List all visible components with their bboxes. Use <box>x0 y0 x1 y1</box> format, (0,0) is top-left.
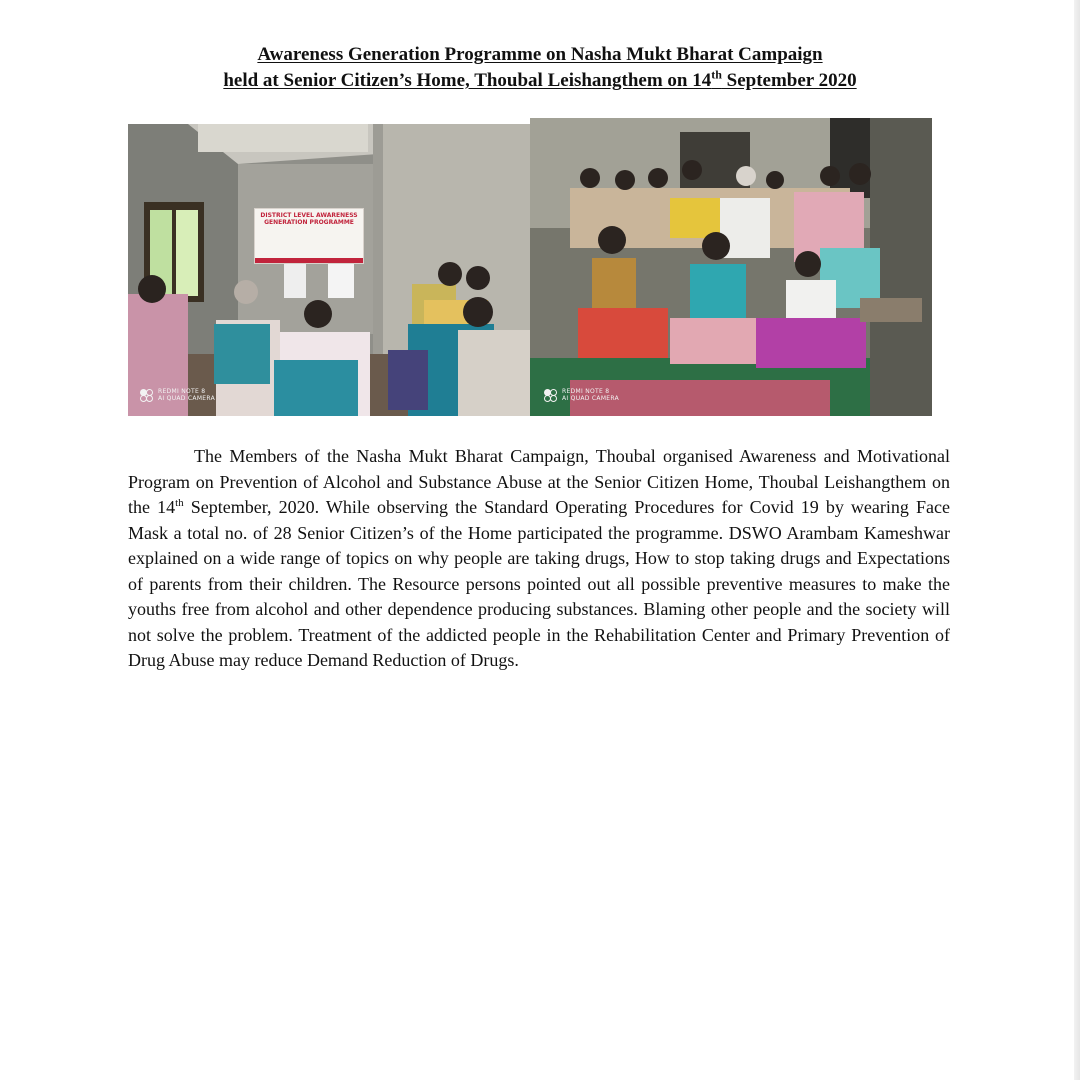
watermark-line-1: REDMI NOTE 8 <box>562 388 610 395</box>
watermark-line-2: AI QUAD CAMERA <box>158 395 216 402</box>
camera-watermark-left <box>140 388 215 402</box>
title-line-1: Awareness Generation Programme on Nasha Mukt Bharat Campaign <box>257 44 823 65</box>
document-title <box>0 42 1080 94</box>
body-text-part-1: The Members of the Nasha Mukt Bharat Campaign, Thoubal organised Awareness and Motivational Program on Prevention of Alcohol and Substance Abuse at the Senior Citizen Home, Thoubal Leishangthem on the 14 <box>128 446 950 517</box>
camera-logo-icon <box>544 389 558 401</box>
camera-watermark-right <box>544 388 619 402</box>
banner-line-2: GENERATION PROGRAMME <box>264 219 354 226</box>
banner-line-1: DISTRICT LEVEL AWARENESS <box>260 212 358 219</box>
banner-strip <box>255 258 363 263</box>
event-photo-left <box>128 124 530 416</box>
body-text-part-2: September, 2020. While observing the Standard Operating Procedures for Covid 19 by wearing Face Mask a total no. of 28 Senior Citizen’s of the Home participated the programme. DSWO Arambam Kameshwar explained on a wide range of topics on why people are taking drugs, How to stop taking drugs and Expectations of parents from their children. The Resource persons pointed out all possible preventive measures to make the youths free from alcohol and other dependence producing substances. Blaming other people and the society will not solve the problem. Treatment of the addicted people in the Rehabilitation Center and Primary Prevention of Drug Abuse may reduce Demand Reduction of Drugs. <box>128 497 950 670</box>
camera-logo-icon <box>140 389 154 401</box>
event-photo-left-image <box>128 124 530 416</box>
watermark-line-1: REDMI NOTE 8 <box>158 388 206 395</box>
title-line-2-text: held at Senior Citizen’s Home, Thoubal Leishangthem on 14 <box>223 70 712 91</box>
event-photo-right <box>530 118 932 416</box>
title-superscript: th <box>711 67 722 82</box>
body-superscript: th <box>175 497 184 509</box>
page-edge <box>1074 0 1080 1080</box>
event-banner <box>254 208 364 264</box>
body-paragraph <box>128 444 950 674</box>
title-line-2-date: September 2020 <box>721 70 857 91</box>
watermark-line-2: AI QUAD CAMERA <box>562 395 620 402</box>
event-photo-right-image <box>530 118 932 416</box>
title-line-2 <box>0 68 1080 94</box>
